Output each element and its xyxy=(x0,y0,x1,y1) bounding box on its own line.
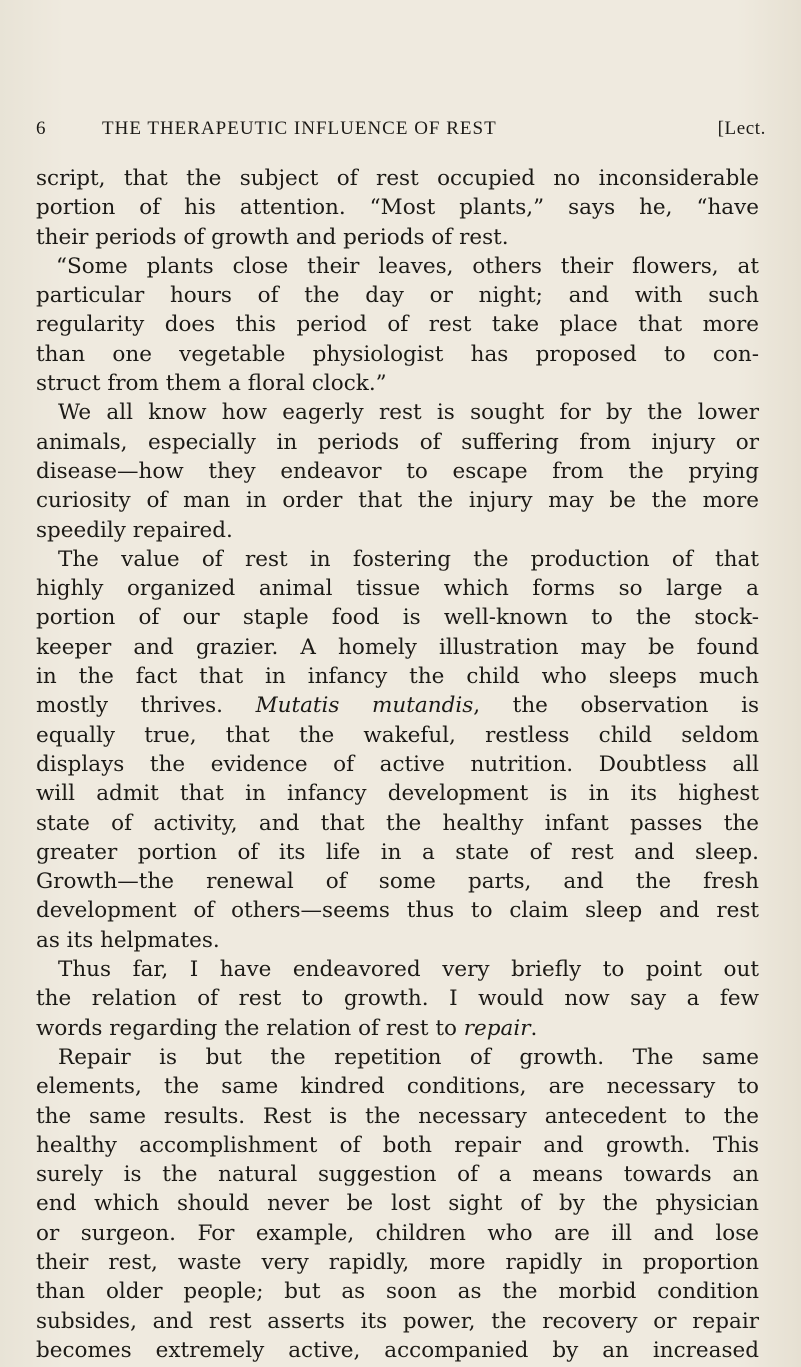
text-line: words regarding the relation of rest to repair. xyxy=(36,1015,538,1041)
text-line: The value of rest in fostering the production of that xyxy=(58,546,759,572)
text-line: development of others—seems thus to claim sleep and rest xyxy=(36,898,759,924)
text-line: portion of his attention. “Most plants,” says he, “have xyxy=(36,195,759,221)
lecture-marker: [Lect. xyxy=(717,118,766,139)
body-text xyxy=(36,164,759,1365)
running-title: THE THERAPEUTIC INFLUENCE OF REST xyxy=(102,118,497,139)
text-line: will admit that in infancy development is in its highest xyxy=(36,781,759,807)
text-line: or surgeon. For example, children who are ill and lose xyxy=(36,1220,759,1246)
text-line: displays the evidence of active nutrition. Doubtless all xyxy=(36,751,759,777)
text-line: end which should never be lost sight of by the physician xyxy=(36,1191,759,1217)
text-line: their periods of growth and periods of rest. xyxy=(36,224,509,250)
text-line: healthy accomplishment of both repair and growth. This xyxy=(36,1132,759,1158)
text-line: speedily repaired. xyxy=(36,517,233,543)
text-line: elements, the same kindred conditions, are necessary to xyxy=(36,1074,759,1100)
text-line: as its helpmates. xyxy=(36,927,220,953)
text-line: curiosity of man in order that the injury may be the more xyxy=(36,488,759,514)
text-line: mostly thrives. Mutatis mutandis, the observation is xyxy=(36,693,759,719)
text-line: disease—how they endeavor to escape from the prying xyxy=(36,458,759,484)
text-line: regularity does this period of rest take place that more xyxy=(36,312,759,338)
text-line: We all know how eagerly rest is sought for by the lower xyxy=(58,400,759,426)
text-line: struct from them a floral clock.” xyxy=(36,371,387,397)
text-line: Thus far, I have endeavored very briefly to point out xyxy=(58,957,759,983)
text-line: their rest, waste very rapidly, more rapidly in proportion xyxy=(36,1249,759,1275)
running-head xyxy=(36,118,766,144)
text-line: equally true, that the wakeful, restless child seldom xyxy=(36,722,759,748)
text-line: surely is the natural suggestion of a means towards an xyxy=(36,1162,759,1188)
text-line: in the fact that in infancy the child who sleeps much xyxy=(36,664,759,690)
text-line: greater portion of its life in a state of rest and sleep. xyxy=(36,839,759,865)
text-line: the relation of rest to growth. I would now say a few xyxy=(36,986,759,1012)
text-line: becomes extremely active, accompanied by an increased xyxy=(36,1337,759,1363)
text-line: than one vegetable physiologist has proposed to con- xyxy=(36,341,759,367)
text-line: “Some plants close their leaves, others their flowers, at xyxy=(56,253,759,279)
text-line: Repair is but the repetition of growth. The same xyxy=(58,1044,759,1070)
text-line: subsides, and rest asserts its power, the recovery or repair xyxy=(36,1308,759,1334)
text-line: state of activity, and that the healthy infant passes the xyxy=(36,810,759,836)
text-line: script, that the subject of rest occupied no inconsiderable xyxy=(36,166,759,191)
text-line: animals, especially in periods of suffering from injury or xyxy=(36,429,759,455)
text-line: keeper and grazier. A homely illustration may be found xyxy=(36,634,759,660)
text-line: the same results. Rest is the necessary antecedent to the xyxy=(36,1103,759,1129)
text-line: portion of our staple food is well-known to the stock- xyxy=(36,605,759,631)
text-line: Growth—the renewal of some parts, and the fresh xyxy=(36,869,759,895)
page-number: 6 xyxy=(36,118,47,139)
text-line: highly organized animal tissue which forms so large a xyxy=(36,576,759,602)
text-line: than older people; but as soon as the morbid condition xyxy=(36,1279,759,1305)
text-line: particular hours of the day or night; and with such xyxy=(36,283,759,309)
emphasized-word: repair xyxy=(463,1015,531,1041)
latin-phrase: Mutatis mutandis xyxy=(255,693,474,719)
